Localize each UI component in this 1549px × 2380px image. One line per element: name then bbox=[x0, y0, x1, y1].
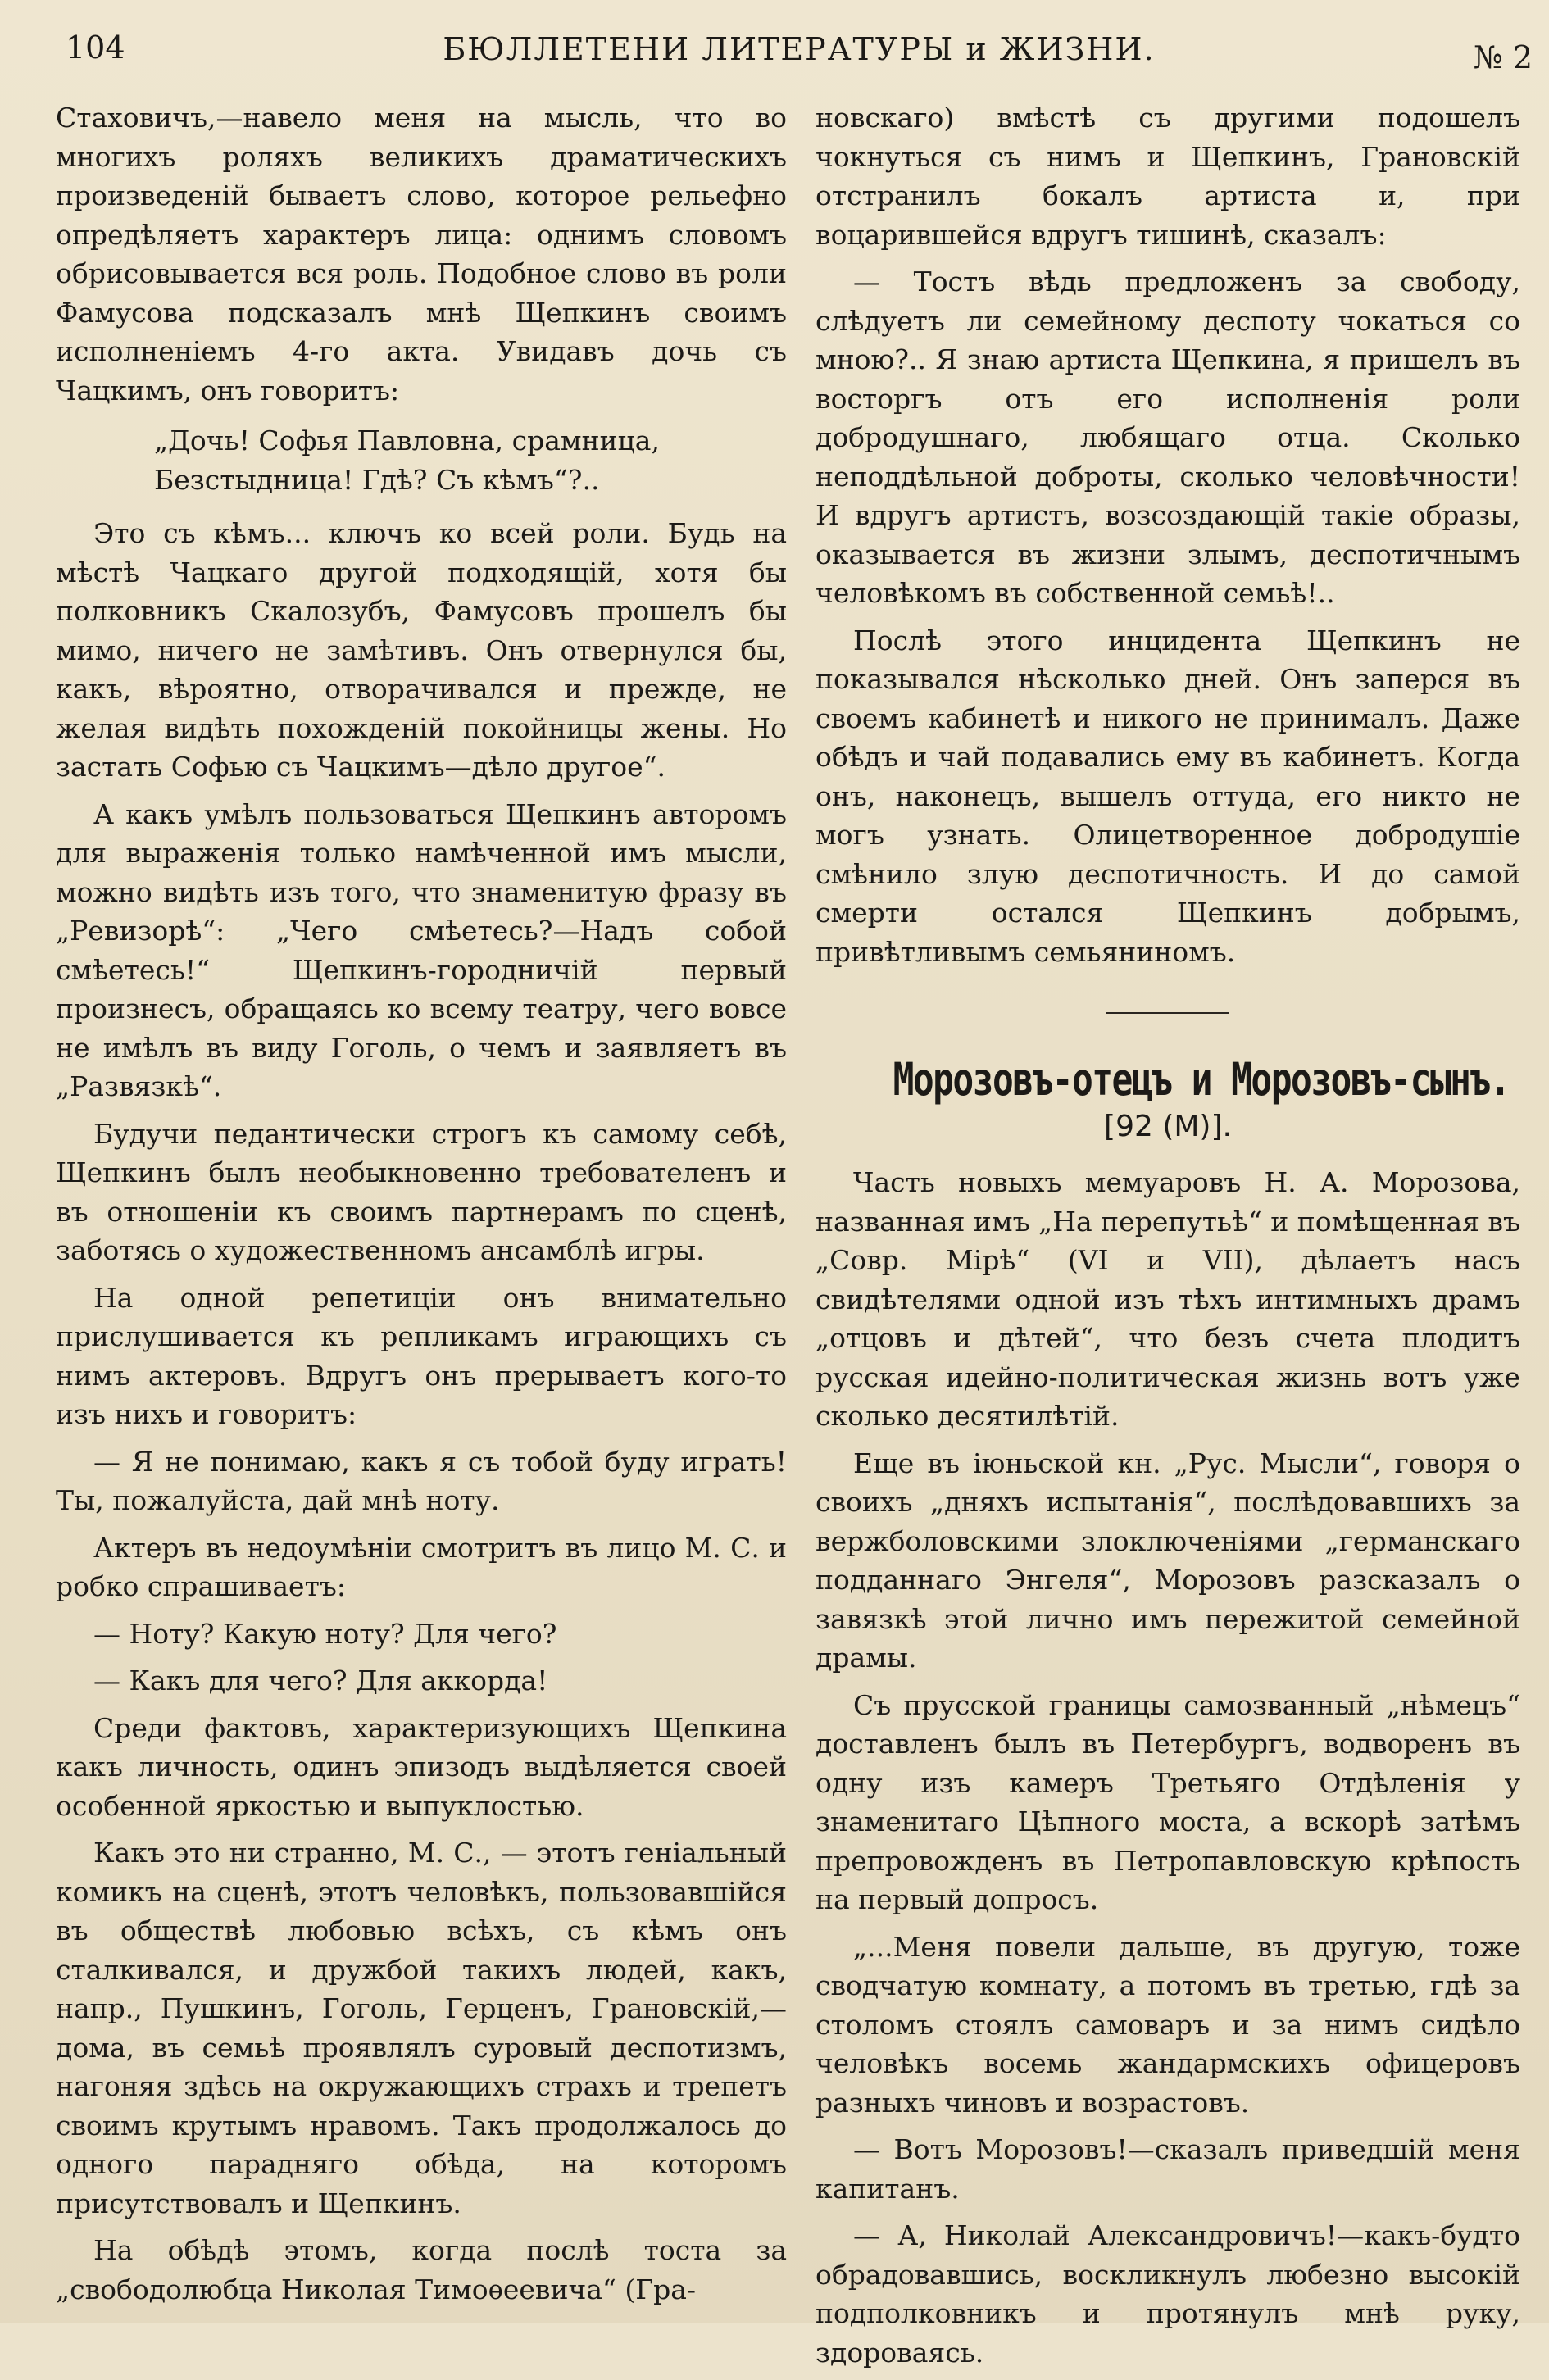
paragraph: На обѣдѣ этомъ, когда послѣ тоста за „свободолюбца Николая Тимоѳеевича“ (Гра- bbox=[56, 2234, 787, 2305]
paragraph: Среди фактовъ, характеризующихъ Щепкина какъ личность, одинъ эпизодъ выдѣляется своей особенной яркостью и выпуклостью. bbox=[56, 1711, 787, 1822]
paragraph: Съ прусской границы самозванный „нѣмецъ“ доставленъ былъ въ Петербургъ, водворенъ въ одну изъ камеръ Третьяго Отдѣленiя у знаменитаго Цѣпного моста, а вскорѣ затѣмъ препровожденъ въ Петропавловскую крѣпость на первый допросъ. bbox=[815, 1688, 1520, 1915]
paragraph: Какъ это ни странно, М. С., — этотъ генiальный комикъ на сценѣ, этотъ человѣкъ, пользовавшiйся въ обществѣ любовью всѣхъ, съ кѣмъ онъ сталкивался, и дружбой такихъ людей, какъ, напр., Пушкинъ, Гоголь, Герценъ, Грановскiй,—дома, въ семьѣ проявлялъ суровый деспотизмъ, нагоняя здѣсь на окружающихъ страхъ и трепетъ своимъ крутымъ нравомъ. Такъ продолжалось до одного парадняго обѣда, на которомъ присутствовалъ и Щепкинъ. bbox=[56, 1837, 787, 2219]
page-header bbox=[66, 25, 1533, 74]
paragraph: „...Меня повели дальше, въ другую, тоже сводчатую комнату, а потомъ въ третью, гдѣ за столомъ стоялъ самоваръ и за нимъ сидѣло человѣкъ восемь жандармскихъ офицеровъ разныхъ чиновъ и возрастовъ. bbox=[815, 1930, 1520, 2119]
right-column bbox=[815, 98, 1520, 2380]
paragraph: Будучи педантически строгъ къ самому себѣ, Щепкинъ былъ необыкновенно требователенъ и въ отношенiи къ своимъ партнерамъ по сценѣ, заботясь о художественномъ ансамблѣ игры. bbox=[56, 1117, 787, 1266]
paragraph: Стаховичъ,—навело меня на мысль, что во многихъ роляхъ великихъ драматическихъ произведенiй бываетъ слово, которое рельефно опредѣляетъ характеръ лица: однимъ словомъ обрисовывается вся роль. Подобное слово въ роли Фамусова подсказалъ мнѣ Щепкинъ своимъ исполненiемъ 4-го акта. Увидавъ дочь съ Чацкимъ, онъ говоритъ: bbox=[56, 102, 787, 407]
article-reference: [92 (М)]. bbox=[1104, 1110, 1232, 1143]
paragraph: На одной репетицiи онъ внимательно прислушивается къ репликамъ играющихъ съ нимъ актеровъ. Вдругъ онъ прерываетъ кого-то изъ нихъ и говоритъ: bbox=[56, 1281, 787, 1430]
paragraph: Часть новыхъ мемуаровъ Н. А. Морозова, названная имъ „На перепутьѣ“ и помѣщенная въ „Совр. Мiрѣ“ (VI и VII), дѣлаетъ насъ свидѣтелями одной изъ тѣхъ интимныхъ драмъ „отцовъ и дѣтей“, что безъ счета плодитъ русская идейно-политическая жизнь вотъ уже сколько десятилѣтiй. bbox=[815, 1166, 1520, 1432]
paragraph: — Тостъ вѣдь предложенъ за свободу, слѣдуетъ ли семейному деспоту чокаться со мною?.. Я знаю артиста Щепкина, я пришелъ въ восторгъ отъ его исполненiя роли добродушнаго, любящаго отца. Сколько неподдѣльной доброты, сколько человѣчности! И вдругъ артистъ, возсоздающiй такiе образы, оказывается въ жизни злымъ, деспотичнымъ человѣкомъ въ собственной семьѣ!.. bbox=[815, 266, 1520, 609]
paragraph: — Я не понимаю, какъ я съ тобой буду играть! Ты, пожалуйста, дай мнѣ ноту. bbox=[56, 1445, 787, 1516]
paragraph: Актеръ въ недоумѣнiи смотритъ въ лицо М. С. и робко спрашиваетъ: bbox=[56, 1531, 787, 1602]
left-column bbox=[56, 98, 787, 2317]
paragraph: — Ноту? Какую ноту? Для чего? bbox=[93, 1617, 557, 1650]
paragraph: А какъ умѣлъ пользоваться Щепкинъ авторомъ для выраженiя только намѣченной имъ мысли, можно видѣть изъ того, что знаменитую фразу въ „Ревизорѣ“: „Чего смѣетесь?—Надъ собой смѣетесь!“ Щепкинъ-городничiй первый произнесъ, обращаясь ко всему театру, чего вовсе не имѣлъ въ виду Гоголь, о чемъ и заявляетъ въ „Развязкѣ“. bbox=[56, 797, 787, 1102]
paragraph: новскаго) вмѣстѣ съ другими подошелъ чокнуться съ нимъ и Щепкинъ, Грановскiй отстранилъ бокалъ артиста и, при воцарившейся вдругъ тишинѣ, сказалъ: bbox=[815, 102, 1520, 251]
paragraph: — Какъ для чего? Для аккорда! bbox=[93, 1665, 548, 1696]
issue-number: № 2 bbox=[1473, 39, 1533, 75]
paragraph: Послѣ этого инцидента Щепкинъ не показывался нѣсколько дней. Онъ заперся въ своемъ кабинетѣ и никого не принималъ. Даже обѣдъ и чай подавались ему въ кабинетъ. Когда онъ, наконецъ, вышелъ оттуда, его никто не могъ узнать. Олицетворенное добродушiе смѣнило злую деспотичность. И до самой смерти остался Щепкинъ добрымъ, привѣтливымъ семьяниномъ. bbox=[815, 624, 1520, 968]
journal-title: БЮЛЛЕТЕНИ ЛИТЕРАТУРЫ и ЖИЗНИ. bbox=[443, 31, 1156, 67]
paragraph: — А, Николай Александровичъ!—какъ-будто обрадовавшись, воскликнулъ любезно высокiй подполковникъ и протянулъ мнѣ руку, здороваясь. bbox=[815, 2219, 1520, 2369]
paragraph: — Вотъ Морозовъ!—сказалъ приведшiй меня капитанъ. bbox=[815, 2133, 1520, 2205]
paragraph: Еще въ iюньской кн. „Рус. Мысли“, говоря о своихъ „дняхъ испытанiя“, послѣдовавшихъ за вержболовскими злоключенiями „германскаго подданнаго Энгеля“, Морозовъ разсказалъ о завязкѣ этой лично имъ пережитой семейной драмы. bbox=[815, 1447, 1520, 1674]
paragraph: Это съ кѣмъ... ключъ ко всей роли. Будь на мѣстѣ Чацкаго другой подходящiй, хотя бы полковникъ Скалозубъ, Фамусовъ прошелъ бы мимо, ничего не замѣтивъ. Онъ отвернулся бы, какъ, вѣроятно, отворачивался и прежде, не желая видѣть похожденiй покойницы жены. Но застать Софью съ Чацкимъ—дѣло другое“. bbox=[56, 517, 787, 783]
page-number: 104 bbox=[66, 30, 125, 66]
section-divider bbox=[1106, 1012, 1229, 1014]
article-title: Морозовъ-отецъ и Морозовъ-сынъ. bbox=[893, 1053, 1510, 1106]
verse-quote: „Дочь! Софья Павловна, срамница, Безстыдница! Гдѣ? Съ кѣмъ“?.. bbox=[154, 425, 660, 496]
